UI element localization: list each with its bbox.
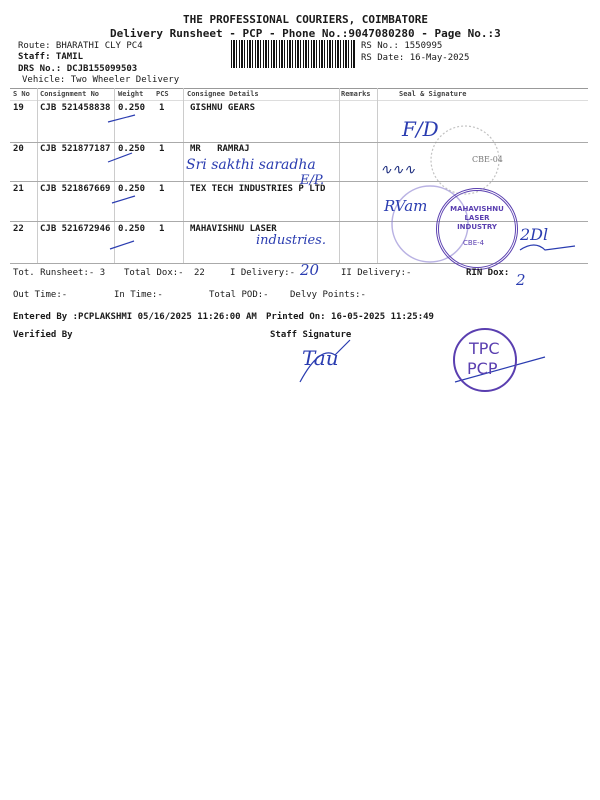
rin-dox-handwritten: 2 [516,271,526,289]
col-consignment: Consignment No [40,90,100,98]
total-dox-label: Total Dox:- [124,268,184,278]
staff-signature-label: Staff Signature [270,330,352,340]
stamp-tpc: TPC [469,339,500,358]
row-cons-no: CJB 521672946 [40,224,111,234]
row-consignee: GISHNU GEARS [190,103,256,113]
cbe-stamp-text: CBE-04 [472,155,503,164]
tpc-stamp [453,328,517,392]
route: Route: BHARATHI CLY PC4 [18,41,143,51]
i-delivery-handwritten: 20 [300,261,320,279]
stamp-text: MAHAVISHNU LASER INDUSTRY [450,205,504,231]
out-time: Out Time:- [13,290,68,300]
drs-no: DRS No.: DCJB155099503 [18,64,138,74]
col-seal: Seal & Signature [399,90,467,98]
col-consignee: Consignee Details [187,90,259,98]
row20-handwritten-note: Sri sakthi saradha [186,157,316,173]
company-title: THE PROFESSIONAL COURIERS, COIMBATORE [183,13,429,26]
i-delivery-label: I Delivery:- [230,268,296,278]
row21-signature: RVam [384,197,428,215]
row-cons-no: CJB 521877187 [40,144,111,154]
row-sno: 22 [13,224,24,234]
in-time: In Time:- [114,290,163,300]
row22-signature: 2Dl [520,225,549,244]
row-weight: 0.250 [118,184,146,194]
col-sno: S No [13,90,30,98]
runsheet-subtitle: Delivery Runsheet - PCP - Phone No.:9047080280 - Page No.:3 [110,27,501,40]
printed-on: Printed On: 16-05-2025 11:25:49 [266,312,434,322]
stamp-pcp: PCP [467,359,498,378]
row-weight: 0.250 [118,103,146,113]
rin-dox-label: RIN Dox: [466,268,510,278]
row-pcs: 1 [159,103,165,113]
row-weight: 0.250 [118,224,146,234]
row-consignee: MAHAVISHNU LASER [190,224,277,234]
staff-signature: Tau [302,346,339,370]
row-sno: 21 [13,184,24,194]
rs-date: RS Date: 16-May-2025 [361,53,470,63]
total-dox-value: 22 [194,268,205,278]
delvy-points: Delvy Points:- [290,290,366,300]
tot-runsheet: Tot. Runsheet:- 3 [13,268,106,278]
total-pod: Total POD:- [209,290,269,300]
col-weight: Weight [118,90,144,98]
ii-delivery-label: II Delivery:- [341,268,412,278]
row22-handwritten-note: industries. [256,233,326,248]
row-cons-no: CJB 521458838 [40,103,111,113]
staff: Staff: TAMIL [18,52,84,62]
row20-signature: ∿∿∿ [380,162,416,178]
row-sno: 20 [13,144,24,154]
row-sno: 19 [13,103,24,113]
col-pcs: PCS [156,90,169,98]
vehicle: Vehicle: Two Wheeler Delivery [22,75,180,85]
row-pcs: 1 [159,184,165,194]
row-pcs: 1 [159,144,165,154]
stamp-city: CBE-4 [463,239,485,247]
row-weight: 0.250 [118,144,146,154]
rs-no: RS No.: 1550995 [361,41,443,51]
fd-note: F/D [402,117,439,141]
row-consignee: TEX TECH INDUSTRIES P LTD [190,184,326,194]
verified-by: Verified By [13,330,73,340]
entered-by: Entered By :PCPLAKSHMI 05/16/2025 11:26:00 AM [13,312,257,322]
row-pcs: 1 [159,224,165,234]
col-remarks: Remarks [341,90,371,98]
row20-handwritten-ep: E/P. [300,173,325,188]
row-consignee: MR RAMRAJ [190,144,250,154]
mahavishnu-stamp [436,188,518,270]
row-cons-no: CJB 521867669 [40,184,111,194]
